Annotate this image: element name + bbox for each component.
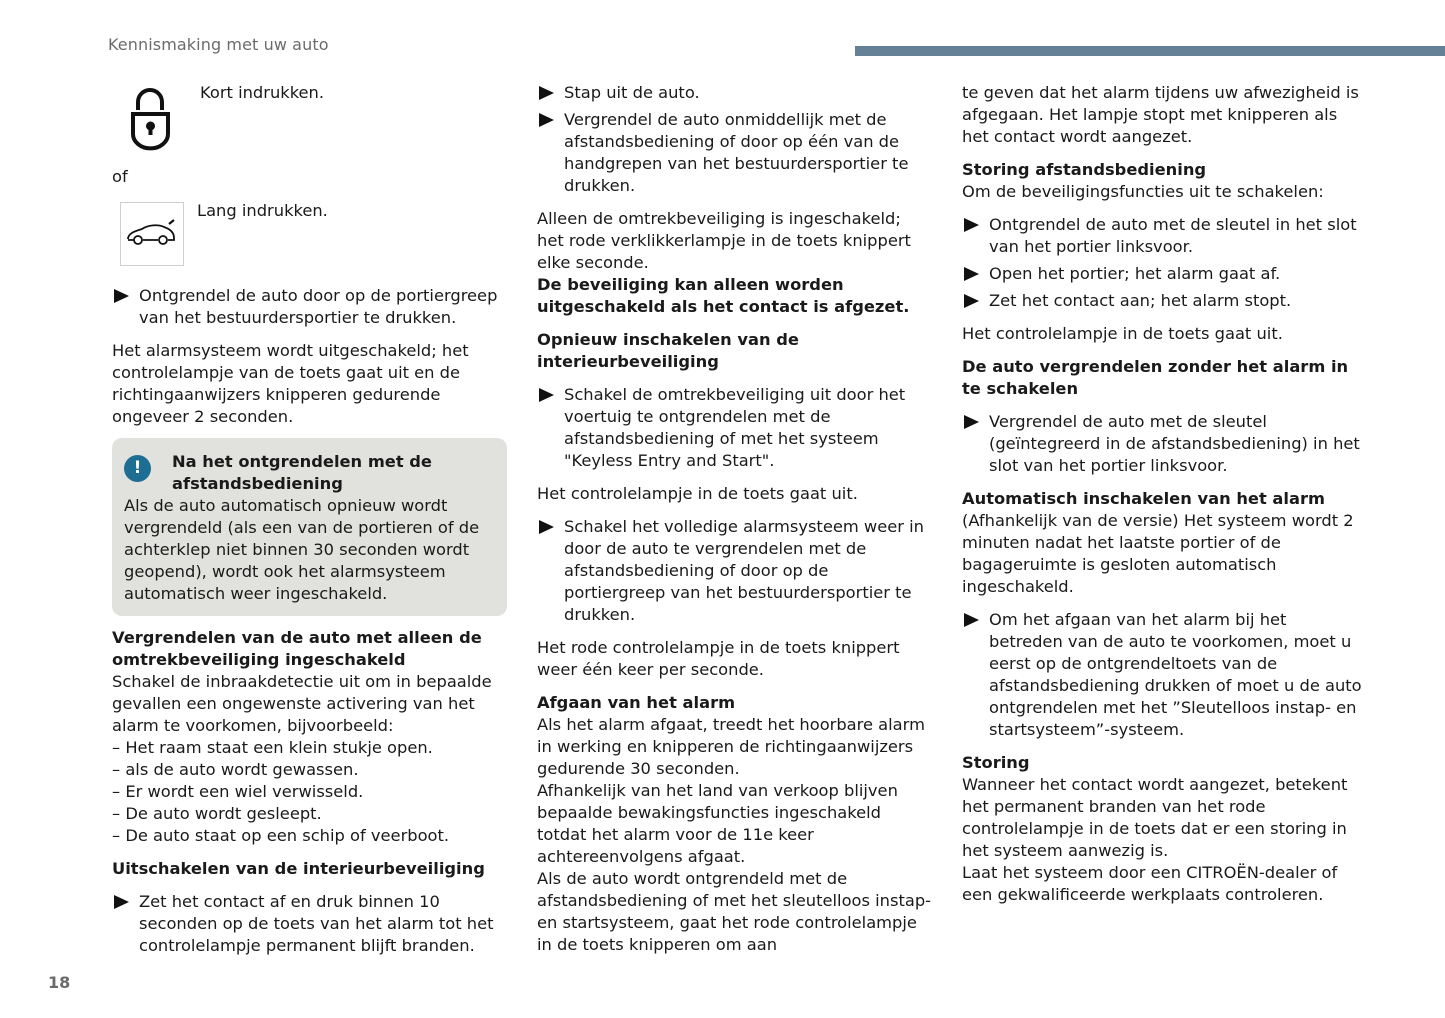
icon-row-long-press: [112, 202, 507, 266]
section-heading: Storing afstandsbediening: [962, 160, 1207, 179]
long-press-label: Lang indrukken.: [197, 201, 328, 220]
bullet-item: Stap uit de auto.: [537, 82, 932, 104]
bullet-item: Ontgrendel de auto met de sleutel in het slot van het portier linksvoor.: [962, 214, 1362, 258]
paragraph: Afhankelijk van het land van verkoop blijven bepaalde bewakingsfuncties ingeschakeld totdat het alarm voor de 11e keer achtereenvolgens afgaat.: [537, 781, 898, 866]
bullet-item: Vergrendel de auto met de sleutel (geïntegreerd in de afstandsbediening) in het slot van het portier linksvoor.: [962, 411, 1362, 477]
running-header: Kennismaking met uw auto: [108, 35, 329, 54]
page-number: 18: [48, 973, 71, 992]
paragraph: Als de auto wordt ontgrendeld met de afstandsbediening of met het sleutelloos instap- en startsysteem, gaat het rode controlelampje in de toets knipperen om aan: [537, 869, 932, 954]
list-item: – Er wordt een wiel verwisseld.: [112, 782, 364, 801]
or-text: of: [112, 167, 128, 186]
arrow-right-icon: [114, 289, 129, 303]
arrow-right-icon: [964, 218, 979, 232]
arrow-right-icon: [539, 388, 554, 402]
note-title: Na het ontgrendelen met de afstandsbediening: [172, 452, 432, 493]
car-tailgate-icon: [120, 202, 184, 266]
header-bar: [855, 46, 1445, 56]
arrow-right-icon: [539, 86, 554, 100]
unlock-padlock-icon: [112, 82, 192, 152]
icon-row-short-press: [112, 82, 507, 152]
arrow-right-icon: [964, 415, 979, 429]
section-heading: Afgaan van het alarm: [537, 693, 736, 712]
list-item: – als de auto wordt gewassen.: [112, 760, 359, 779]
paragraph: Als het alarm afgaat, treedt het hoorbare alarm in werking en knipperen de richtingaanwijzers gedurende 30 seconden.: [537, 715, 925, 778]
bullet-item: Vergrendel de auto onmiddellijk met de afstandsbediening of door op één van de handgrepen van het bestuurdersportier te drukken.: [537, 109, 932, 197]
column-1: [112, 82, 507, 957]
column-2: [537, 82, 932, 956]
paragraph: Schakel de inbraakdetectie uit om in bepaalde gevallen een ongewenste activering van het alarm te voorkomen, bijvoorbeeld:: [112, 672, 492, 735]
bullet-item: Om het afgaan van het alarm bij het betreden van de auto te voorkomen, moet u eerst op de ontgrendeltoets van de afstandsbediening drukken of moet u de auto ontgrendelen met het ”Sleutelloos instap- en startsysteem”-systeem.: [962, 609, 1362, 741]
paragraph: te geven dat het alarm tijdens uw afwezigheid is afgegaan. Het lampje stopt met knipperen als het contact wordt aangezet.: [962, 83, 1359, 146]
section-heading: Automatisch inschakelen van het alarm: [962, 489, 1325, 508]
paragraph: Alleen de omtrekbeveiliging is ingeschakeld; het rode verklikkerlampje in de toets knippert elke seconde.: [537, 209, 911, 272]
section-heading: De auto vergrendelen zonder het alarm in te schakelen: [962, 357, 1349, 398]
bullet-item: Zet het contact af en druk binnen 10 seconden op de toets van het alarm tot het controlelampje permanent blijft branden.: [112, 891, 507, 957]
list-item: – De auto staat op een schip of veerboot.: [112, 826, 450, 845]
paragraph: Laat het systeem door een CITROËN-dealer of een gekwalificeerde werkplaats controleren.: [962, 863, 1338, 904]
bullet-item: Schakel het volledige alarmsysteem weer in door de auto te vergrendelen met de afstandsbediening of door op de portiergreep van het bestuurdersportier te drukken.: [537, 516, 932, 626]
dash-list: [112, 737, 507, 847]
arrow-right-icon: [539, 520, 554, 534]
arrow-right-icon: [964, 267, 979, 281]
paragraph: Om de beveiligingsfuncties uit te schakelen:: [962, 182, 1324, 201]
section-heading: Storing: [962, 753, 1030, 772]
list-item: – De auto wordt gesleept.: [112, 804, 322, 823]
paragraph: Het rode controlelampje in de toets knippert weer één keer per seconde.: [537, 638, 900, 679]
short-press-label: Kort indrukken.: [200, 83, 325, 102]
exclamation-icon: !: [124, 455, 151, 482]
list-item: – Het raam staat een klein stukje open.: [112, 738, 433, 757]
arrow-right-icon: [964, 613, 979, 627]
arrow-right-icon: [964, 294, 979, 308]
arrow-right-icon: [114, 895, 129, 909]
note-text: Als de auto automatisch opnieuw wordt vergrendeld (als een van de portieren of de achterklep niet binnen 30 seconden wordt geopend), wordt ook het alarmsysteem automatisch weer ingeschakeld.: [124, 496, 480, 603]
section-heading: Uitschakelen van de interieurbeveiliging: [112, 859, 485, 878]
paragraph: Het controlelampje in de toets gaat uit.: [537, 484, 858, 503]
column-3: [962, 82, 1362, 906]
note-box: [112, 438, 507, 616]
bullet-item: Schakel de omtrekbeveiliging uit door het voertuig te ontgrendelen met de afstandsbediening of met het systeem "Keyless Entry and Start".: [537, 384, 932, 472]
bullet-item: Open het portier; het alarm gaat af.: [962, 263, 1362, 285]
bullet-item: Ontgrendel de auto door op de portiergreep van het bestuurdersportier te drukken.: [112, 285, 507, 329]
section-heading: Vergrendelen van de auto met alleen de omtrekbeveiliging ingeschakeld: [112, 628, 482, 669]
section-heading: Opnieuw inschakelen van de interieurbeveiliging: [537, 330, 799, 371]
paragraph: (Afhankelijk van de versie) Het systeem wordt 2 minuten nadat het laatste portier of de bagageruimte is gesloten automatisch ingeschakeld.: [962, 511, 1354, 596]
paragraph: Het alarmsysteem wordt uitgeschakeld; het controlelampje van de toets gaat uit en de richtingaanwijzers knipperen gedurende ongeveer 2 seconden.: [112, 341, 469, 426]
arrow-right-icon: [539, 113, 554, 127]
paragraph: Het controlelampje in de toets gaat uit.: [962, 324, 1283, 343]
warning-text: De beveiliging kan alleen worden uitgeschakeld als het contact is afgezet.: [537, 275, 910, 316]
paragraph: Wanneer het contact wordt aangezet, betekent het permanent branden van het rode controlelampje in de toets dat er een storing in het systeem aanwezig is.: [962, 775, 1348, 860]
bullet-item: Zet het contact aan; het alarm stopt.: [962, 290, 1362, 312]
